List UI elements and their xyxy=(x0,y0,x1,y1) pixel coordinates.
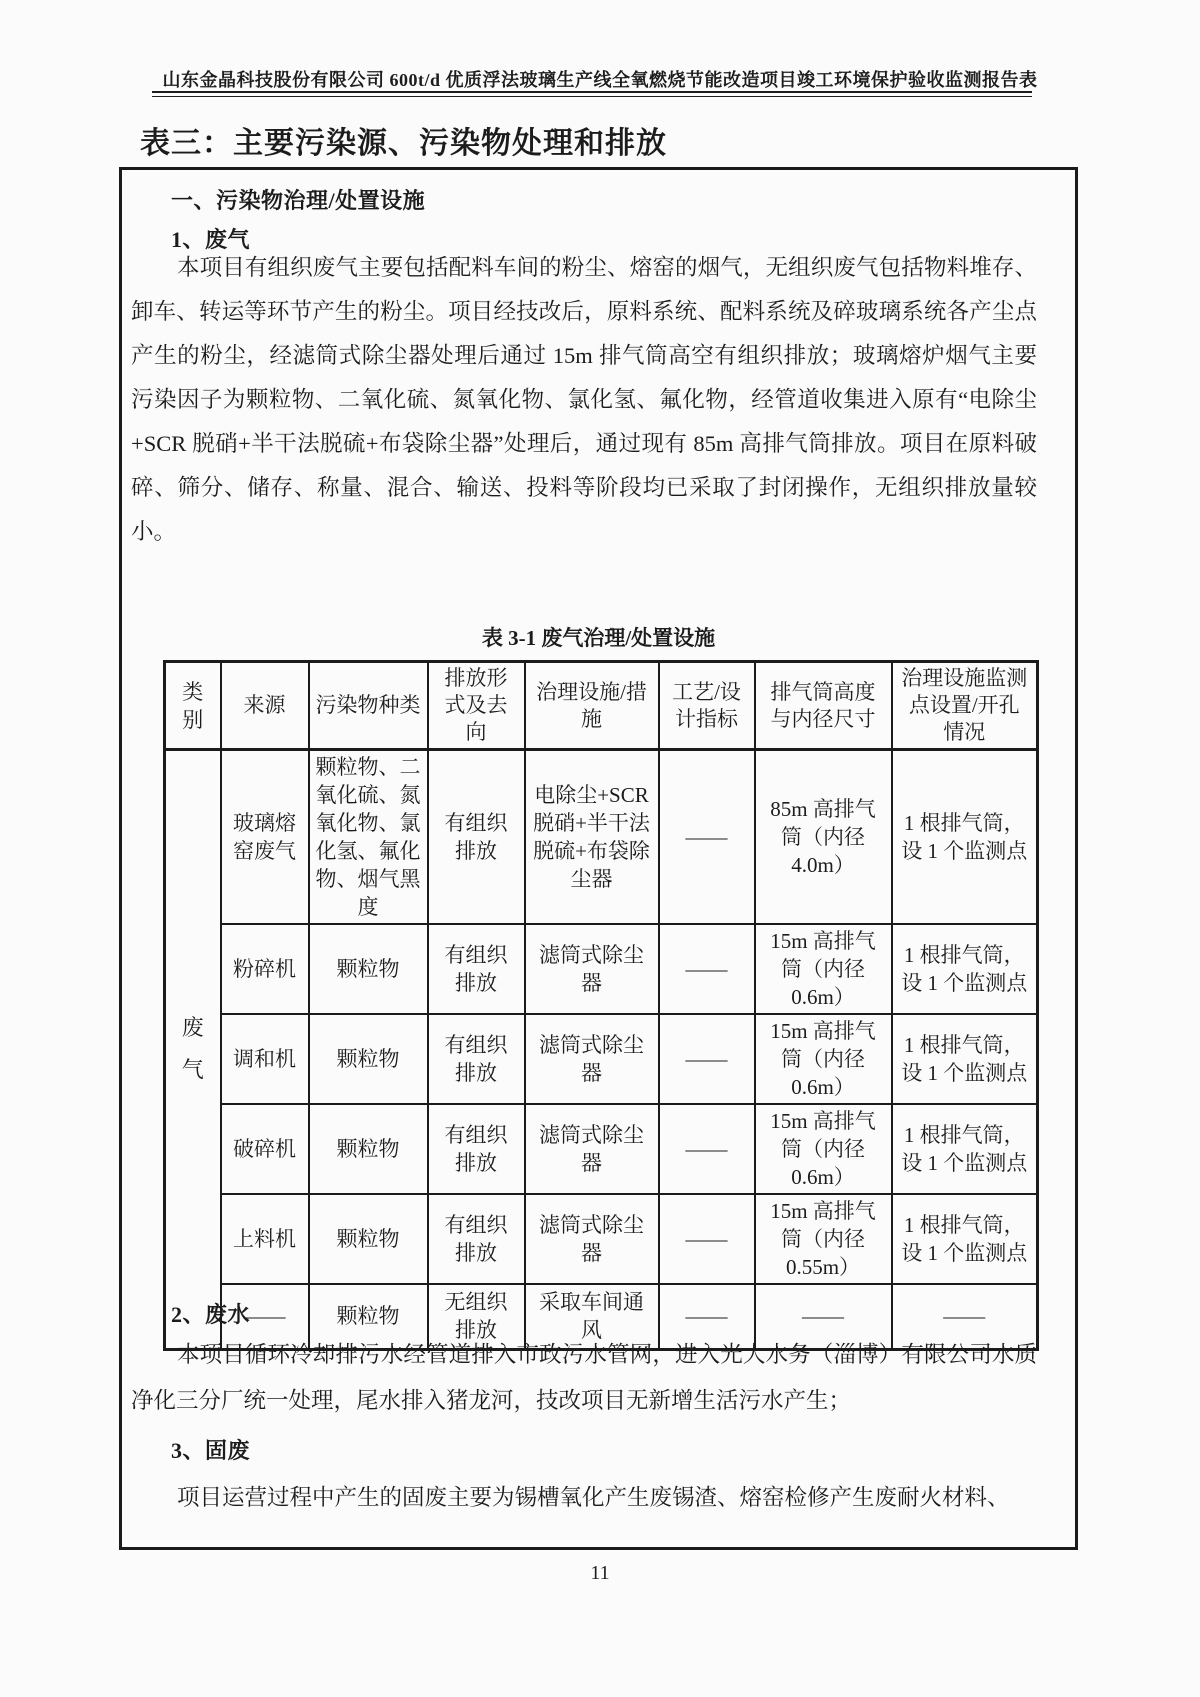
category-cell: 废气 xyxy=(165,750,221,1350)
cell-design-index: —— xyxy=(659,1014,755,1104)
waste-water-paragraph: 本项目循环冷却排污水经管道排入市政污水管网，进入光大水务（淄博）有限公司水质净化三分厂统一处理，尾水排入猪龙河，技改项目无新增生活污水产生； xyxy=(131,1342,1037,1413)
cell-pollutant-type: 颗粒物 xyxy=(309,1194,428,1284)
cell-monitoring-point: —— xyxy=(892,1284,1038,1349)
header-treatment-facility: 治理设施/措施 xyxy=(525,662,659,750)
cell-monitoring-point: 1 根排气筒，设 1 个监测点 xyxy=(892,1104,1038,1194)
cell-pollutant-type: 颗粒物 xyxy=(309,1104,428,1194)
cell-source: 破碎机 xyxy=(221,1104,309,1194)
page-number: 11 xyxy=(590,1562,610,1584)
cell-emission-form: 有组织排放 xyxy=(428,750,525,925)
cell-stack-size: 15m 高排气筒（内径 0.55m） xyxy=(755,1194,892,1284)
cell-source: 上料机 xyxy=(221,1194,309,1284)
cell-design-index: —— xyxy=(659,750,755,925)
cell-monitoring-point: 1 根排气筒，设 1 个监测点 xyxy=(892,1014,1038,1104)
subsection-heading-waste-water: 2、废水 xyxy=(171,1302,251,1327)
table-row xyxy=(165,1014,1038,1104)
page-title: 表三：主要污染源、污染物处理和排放 xyxy=(140,127,667,160)
cell-pollutant-type: 颗粒物、二氧化硫、氮氧化物、氯化氢、氟化物、烟气黑度 xyxy=(309,750,428,925)
cell-treatment-facility: 滤筒式除尘器 xyxy=(525,1014,659,1104)
cell-emission-form: 有组织排放 xyxy=(428,924,525,1014)
cell-source: 玻璃熔窑废气 xyxy=(221,750,309,925)
document-header: 山东金晶科技股份有限公司 600t/d 优质浮法玻璃生产线全氧燃烧节能改造项目竣工环境保护验收监测报告表 xyxy=(162,70,1038,90)
header-category: 类别 xyxy=(165,662,221,750)
cell-treatment-facility: 电除尘+SCR 脱硝+半干法脱硫+布袋除尘器 xyxy=(525,750,659,925)
waste-gas-paragraph: 本项目有组织废气主要包括配料车间的粉尘、熔窑的烟气，无组织废气包括物料堆存、卸车、转运等环节产生的粉尘。项目经技改后，原料系统、配料系统及碎玻璃系统各产尘点产生的粉尘，经滤筒式除尘器处理后通过 15m 排气筒高空有组织排放；玻璃熔炉烟气主要污染因子为颗粒物、二氧化硫、氮氧化物、氯化氢、氟化物，经管道收集进入原有“电除尘+SCR 脱硝+半干法脱硫+布袋除尘器”处理后，通过现有 85m 高排气筒排放。项目在原料破碎、筛分、储存、称量、混合、输送、投料等阶段均已采取了封闭操作，无组织排放量较小。 xyxy=(131,255,1037,544)
table-row xyxy=(165,924,1038,1014)
header-stack-size: 排气筒高度与内径尺寸 xyxy=(755,662,892,750)
waste-gas-treatment-table xyxy=(163,660,1039,1351)
cell-source: —— xyxy=(221,1284,309,1349)
cell-design-index: —— xyxy=(659,924,755,1014)
cell-stack-size: 15m 高排气筒（内径 0.6m） xyxy=(755,1104,892,1194)
header-design-index: 工艺/设计指标 xyxy=(659,662,755,750)
header-emission-form: 排放形式及去向 xyxy=(428,662,525,750)
table-title: 表 3-1 废气治理/处置设施 xyxy=(481,626,716,650)
cell-pollutant-type: 颗粒物 xyxy=(309,1284,428,1349)
cell-source: 粉碎机 xyxy=(221,924,309,1014)
cell-treatment-facility: 滤筒式除尘器 xyxy=(525,924,659,1014)
cell-monitoring-point: 1 根排气筒，设 1 个监测点 xyxy=(892,750,1038,925)
cell-source: 调和机 xyxy=(221,1014,309,1104)
subsection-heading-solid-waste: 3、固废 xyxy=(171,1438,251,1463)
subsection-heading-waste-gas: 1、废气 xyxy=(171,227,251,252)
table-header-row xyxy=(165,662,1038,750)
header-source: 来源 xyxy=(221,662,309,750)
cell-emission-form: 有组织排放 xyxy=(428,1194,525,1284)
header-pollutant-type: 污染物种类 xyxy=(309,662,428,750)
cell-design-index: —— xyxy=(659,1104,755,1194)
cell-stack-size: —— xyxy=(755,1284,892,1349)
table-row xyxy=(165,750,1038,925)
cell-treatment-facility: 滤筒式除尘器 xyxy=(525,1104,659,1194)
cell-stack-size: 85m 高排气筒（内径 4.0m） xyxy=(755,750,892,925)
cell-emission-form: 无组织排放 xyxy=(428,1284,525,1349)
cell-design-index: —— xyxy=(659,1194,755,1284)
table-row xyxy=(165,1194,1038,1284)
cell-stack-size: 15m 高排气筒（内径 0.6m） xyxy=(755,1014,892,1104)
cell-emission-form: 有组织排放 xyxy=(428,1014,525,1104)
cell-monitoring-point: 1 根排气筒，设 1 个监测点 xyxy=(892,924,1038,1014)
cell-treatment-facility: 滤筒式除尘器 xyxy=(525,1194,659,1284)
cell-monitoring-point: 1 根排气筒，设 1 个监测点 xyxy=(892,1194,1038,1284)
cell-design-index: —— xyxy=(659,1284,755,1349)
header-divider xyxy=(152,91,1032,97)
cell-pollutant-type: 颗粒物 xyxy=(309,924,428,1014)
content-box xyxy=(119,167,1078,1550)
gas-table-body xyxy=(165,750,1038,1350)
cell-emission-form: 有组织排放 xyxy=(428,1104,525,1194)
table-row xyxy=(165,1104,1038,1194)
cell-pollutant-type: 颗粒物 xyxy=(309,1014,428,1104)
cell-treatment-facility: 采取车间通风 xyxy=(525,1284,659,1349)
cell-stack-size: 15m 高排气筒（内径 0.6m） xyxy=(755,924,892,1014)
solid-waste-paragraph: 项目运营过程中产生的固废主要为锡槽氧化产生废锡渣、熔窑检修产生废耐火材料、 xyxy=(177,1485,1010,1510)
header-monitoring-point: 治理设施监测点设置/开孔情况 xyxy=(892,662,1038,750)
section-heading-treatment: 一、污染物治理/处置设施 xyxy=(171,188,426,213)
